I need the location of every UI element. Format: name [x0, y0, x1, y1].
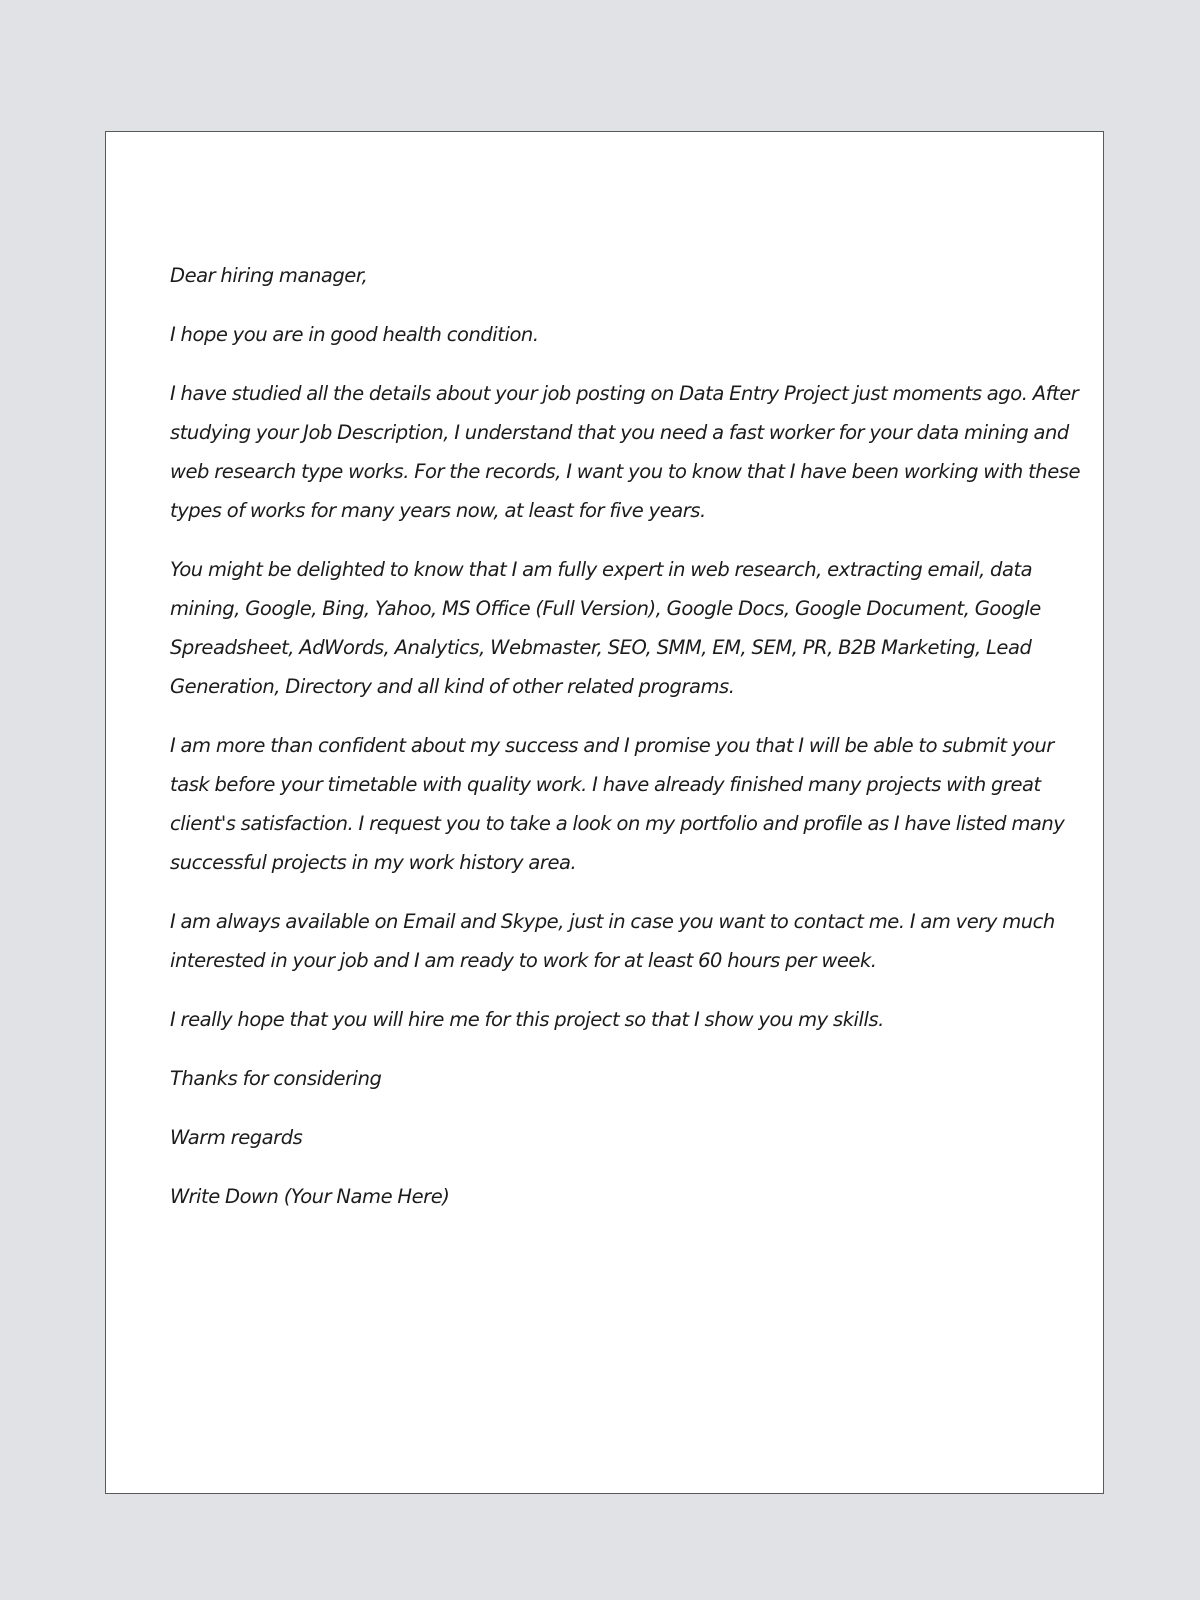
closing-line: Warm regards [170, 1126, 303, 1149]
paragraph-hope: I really hope that you will hire me for this project so that I show you my skills. [170, 1008, 884, 1031]
paragraph-confidence: I am more than confident about my success and I promise you that I will be able to submit your task before your timetable with quality work. I have already finished many projects with great client's satisfaction. I request you to take a look on my portfolio and profile as I have listed many successful projects in my work history area. [170, 734, 1065, 874]
paragraph-introduction: I have studied all the details about your job posting on Data Entry Project just moments ago. After studying your Job Description, I understand that you need a fast worker for your data mining and web research type works. For the records, I want you to know that I have been working with these types of works for many years now, at least for five years. [170, 382, 1080, 522]
paragraph-availability: I am always available on Email and Skype, just in case you want to contact me. I am very much interested in your job and I am ready to work for at least 60 hours per week. [170, 910, 1055, 972]
letter-page [105, 131, 1104, 1494]
greeting-line: I hope you are in good health condition. [170, 323, 539, 346]
thanks-line: Thanks for considering [170, 1067, 382, 1090]
letter-body [170, 256, 1080, 1216]
salutation: Dear hiring manager, [170, 264, 368, 287]
signature-line: Write Down (Your Name Here) [170, 1185, 450, 1208]
paragraph-skills: You might be delighted to know that I am fully expert in web research, extracting email, data mining, Google, Bing, Yahoo, MS Office (Full Version), Google Docs, Google Document, Google Spreadsheet, AdWords, Analytics, Webmaster, SEO, SMM, EM, SEM, PR, B2B Marketing, Lead Generation, Directory and all kind of other related programs. [170, 558, 1041, 698]
